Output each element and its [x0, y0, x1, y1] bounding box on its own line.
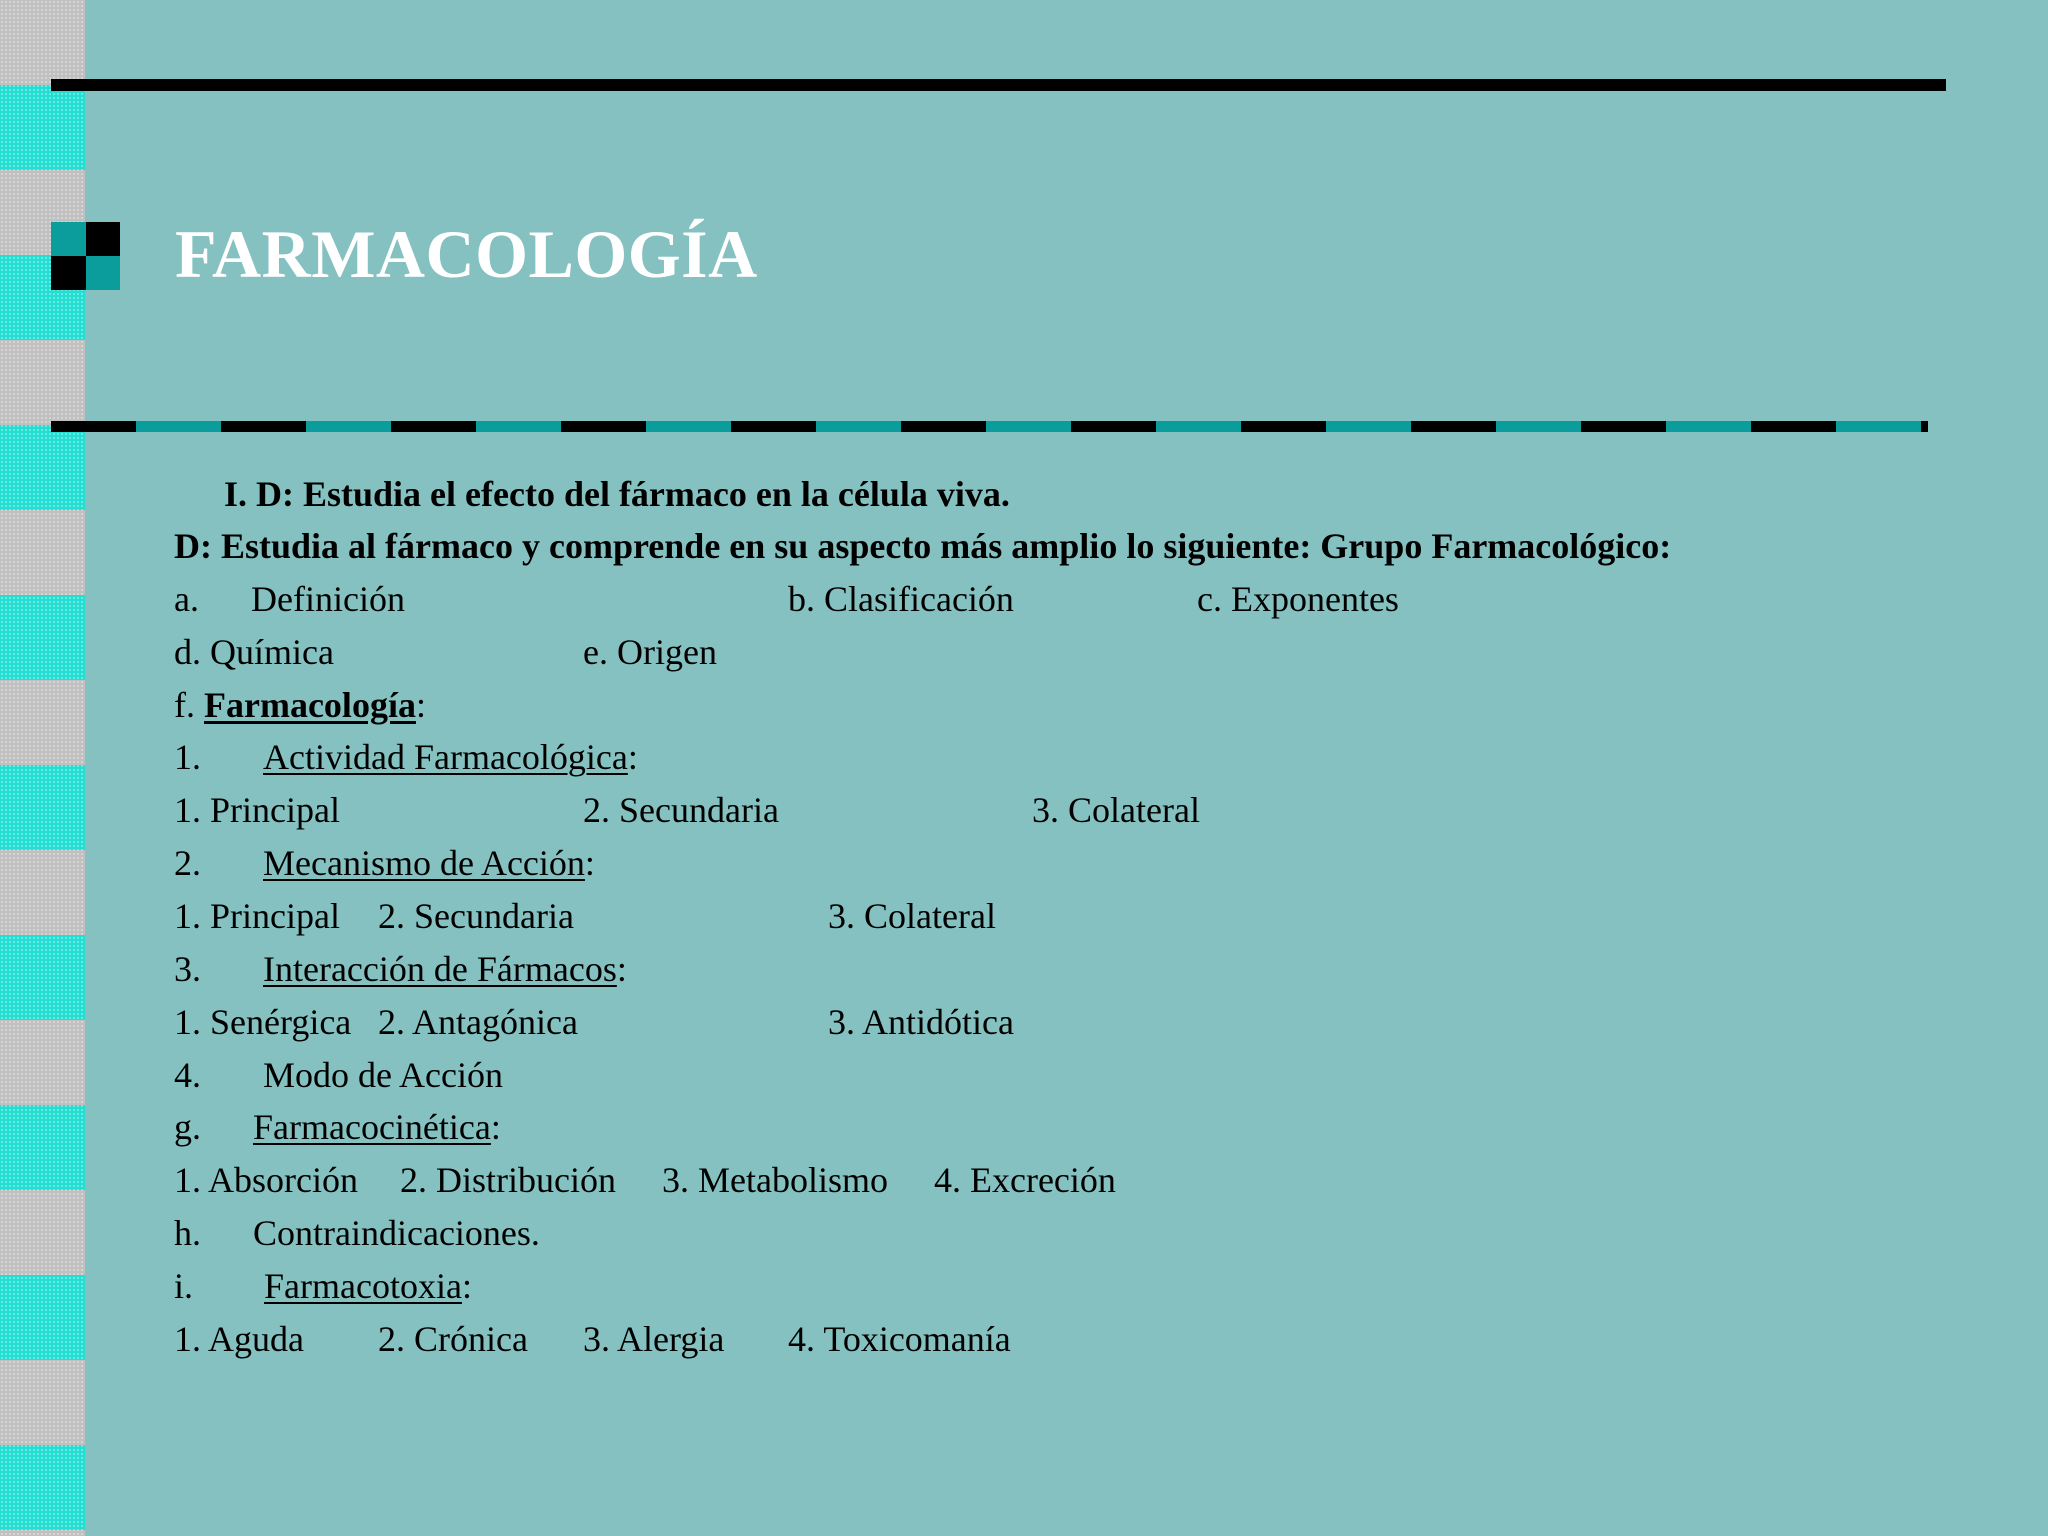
intro-line-2: D: Estudia al fármaco y comprende en su aspecto más amplio lo siguiente: Grupo Farmacológico:: [174, 526, 1672, 566]
section-1-title: Actividad Farmacológica: [263, 737, 628, 777]
farmacocinetica-option: 3. Metabolismo: [662, 1160, 888, 1200]
section-3-number: 3.: [174, 949, 201, 989]
item-e-text: e. Origen: [583, 632, 717, 672]
section-2-title: Mecanismo de Acción: [263, 843, 585, 883]
item-g-colon: :: [490, 1107, 501, 1147]
section-3-option: 3. Antidótica: [828, 1002, 1014, 1042]
item-f-text: Farmacología: [204, 685, 416, 725]
intro-line-1: I. D: Estudia el efecto del fármaco en la célula viva.: [224, 474, 1010, 514]
section-3-title: Interacción de Fármacos: [263, 949, 617, 989]
section-4-number: 4.: [174, 1055, 201, 1095]
item-i-marker: i.: [174, 1266, 194, 1306]
item-a-text: Definición: [251, 579, 405, 619]
section-1-number: 1.: [174, 737, 201, 777]
item-d-text: d. Química: [174, 632, 334, 672]
section-3-heading: [263, 947, 627, 991]
farmacotoxia-option: 4. Toxicomanía: [788, 1319, 1011, 1359]
section-2-option: 1. Principal: [174, 896, 340, 936]
item-h-marker: h.: [174, 1213, 201, 1253]
farmacotoxia-option: 3. Alergia: [583, 1319, 725, 1359]
farmacocinetica-option: 2. Distribución: [400, 1160, 616, 1200]
item-f-marker: f.: [174, 685, 195, 725]
title-bullet-icon: [51, 222, 120, 290]
item-i-colon: :: [461, 1266, 472, 1306]
section-1-option: 1. Principal: [174, 790, 340, 830]
item-i-text: Farmacotoxia: [264, 1266, 462, 1306]
farmacotoxia-option: 1. Aguda: [174, 1319, 304, 1359]
item-h-text: Contraindicaciones.: [253, 1213, 540, 1253]
item-g-heading: [253, 1105, 501, 1149]
item-f-colon: :: [415, 685, 426, 725]
section-1-option: 2. Secundaria: [583, 790, 779, 830]
slide-title: FARMACOLOGÍA: [175, 216, 758, 292]
item-i-heading: [264, 1264, 472, 1308]
item-g-marker: g.: [174, 1107, 201, 1147]
item-f: [174, 683, 426, 727]
item-b-text: b. Clasificación: [788, 579, 1014, 619]
item-c-text: c. Exponentes: [1197, 579, 1399, 619]
farmacocinetica-option: 1. Absorción: [174, 1160, 358, 1200]
item-a-marker: a.: [174, 579, 199, 619]
farmacotoxia-option: 2. Crónica: [378, 1319, 528, 1359]
farmacocinetica-option: 4. Excreción: [934, 1160, 1116, 1200]
section-1-heading: [263, 735, 638, 779]
section-3-option: 1. Senérgica: [174, 1002, 352, 1042]
section-4-title: Modo de Acción: [263, 1055, 503, 1095]
section-2-heading: [263, 841, 595, 885]
section-3-colon: :: [616, 949, 627, 989]
section-2-number: 2.: [174, 843, 201, 883]
dashed-divider: [51, 421, 1928, 432]
section-3-option: 2. Antagónica: [378, 1002, 578, 1042]
section-2-colon: :: [584, 843, 595, 883]
top-rule: [51, 79, 1946, 91]
section-2-option: 2. Secundaria: [378, 896, 574, 936]
section-2-option: 3. Colateral: [828, 896, 996, 936]
item-g-text: Farmacocinética: [253, 1107, 491, 1147]
section-1-colon: :: [627, 737, 638, 777]
section-1-option: 3. Colateral: [1032, 790, 1200, 830]
